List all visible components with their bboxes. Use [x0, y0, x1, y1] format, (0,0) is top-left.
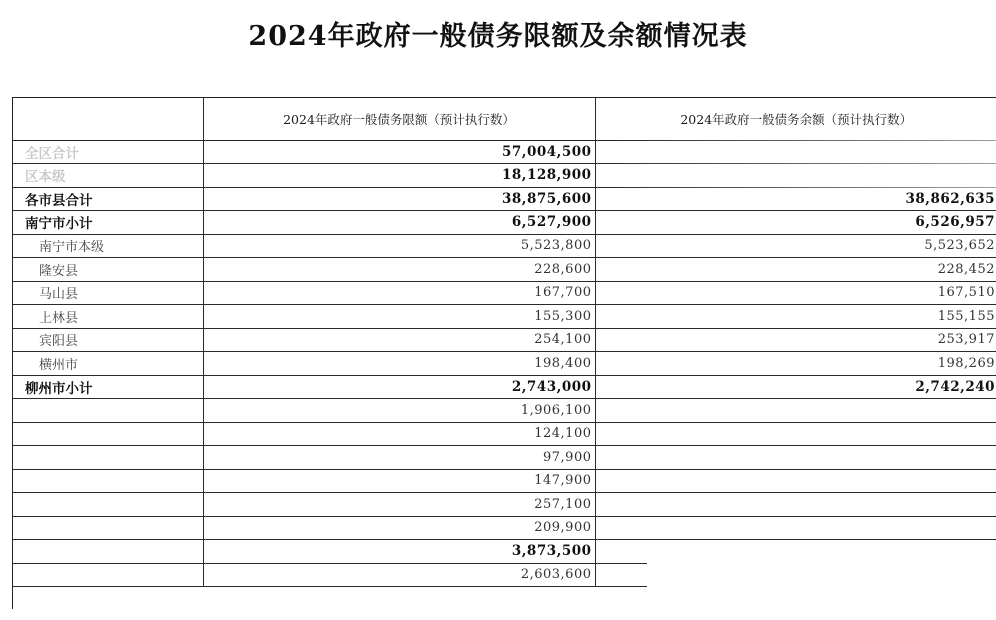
row-region-name: 柳州市小计	[13, 375, 203, 399]
row-debt-balance: 155,155	[595, 305, 996, 329]
table-row	[13, 328, 996, 352]
row-debt-limit: 198,400	[203, 352, 595, 376]
row-region-name	[13, 469, 203, 493]
row-region-name	[13, 399, 203, 423]
table-title: 2024年政府一般债务限额及余额情况表	[248, 21, 748, 52]
row-region-name: 南宁市小计	[13, 211, 203, 235]
row-debt-balance	[595, 493, 996, 517]
table-row	[13, 516, 996, 540]
row-region-name	[13, 563, 203, 587]
debt-table	[12, 97, 996, 609]
row-debt-balance: 198,269	[595, 352, 996, 376]
row-region-name: 区本级	[13, 164, 203, 188]
row-debt-balance	[595, 469, 996, 493]
row-debt-limit: 5,523,800	[203, 234, 595, 258]
table-row	[13, 493, 996, 517]
header-region	[13, 98, 203, 140]
row-debt-balance: 167,510	[595, 281, 996, 305]
row-debt-limit: 2,603,600	[203, 563, 595, 587]
row-region-name	[13, 540, 203, 564]
row-debt-balance: 5,523,652	[595, 234, 996, 258]
row-debt-limit: 155,300	[203, 305, 595, 329]
row-debt-limit: 57,004,500	[203, 140, 595, 164]
row-debt-limit: 124,100	[203, 422, 595, 446]
row-debt-limit: 97,900	[203, 446, 595, 470]
row-debt-balance: 228,452	[595, 258, 996, 282]
row-region-name: 南宁市本级	[13, 234, 203, 258]
table-row	[13, 258, 996, 282]
row-debt-balance	[595, 164, 996, 188]
row-region-name: 隆安县	[13, 258, 203, 282]
row-region-name	[13, 516, 203, 540]
table-row	[13, 187, 996, 211]
row-debt-limit: 147,900	[203, 469, 595, 493]
row-debt-balance	[595, 446, 996, 470]
row-debt-balance: 6,526,957	[595, 211, 996, 235]
table-row	[13, 469, 996, 493]
row-debt-limit: 3,873,500	[203, 540, 595, 564]
table-row	[13, 164, 996, 188]
row-region-name	[13, 493, 203, 517]
table-row	[13, 352, 996, 376]
row-debt-limit: 257,100	[203, 493, 595, 517]
debt-table-grid	[13, 98, 996, 587]
row-debt-limit: 6,527,900	[203, 211, 595, 235]
table-row	[13, 446, 996, 470]
header-limit: 2024年政府一般债务限额（预计执行数）	[203, 98, 595, 140]
row-debt-limit: 18,128,900	[203, 164, 595, 188]
row-region-name: 马山县	[13, 281, 203, 305]
table-row	[13, 375, 996, 399]
table-header-row	[13, 98, 996, 140]
row-debt-balance	[595, 422, 996, 446]
table-row	[13, 422, 996, 446]
row-debt-balance: 2,742,240	[595, 375, 996, 399]
row-region-name: 宾阳县	[13, 328, 203, 352]
table-row	[13, 281, 996, 305]
row-debt-balance	[595, 140, 996, 164]
row-debt-limit: 1,906,100	[203, 399, 595, 423]
header-balance: 2024年政府一般债务余额（预计执行数）	[595, 98, 996, 140]
debt-table-body	[13, 98, 996, 587]
row-debt-limit: 2,743,000	[203, 375, 595, 399]
row-debt-limit: 228,600	[203, 258, 595, 282]
table-row	[13, 234, 996, 258]
row-debt-limit: 167,700	[203, 281, 595, 305]
row-debt-limit: 254,100	[203, 328, 595, 352]
row-debt-limit: 209,900	[203, 516, 595, 540]
table-row	[13, 399, 996, 423]
row-region-name: 各市县合计	[13, 187, 203, 211]
table-row	[13, 211, 996, 235]
table-row	[13, 140, 996, 164]
row-region-name: 横州市	[13, 352, 203, 376]
blank-area	[647, 560, 996, 620]
table-row	[13, 305, 996, 329]
row-region-name: 上林县	[13, 305, 203, 329]
row-debt-balance	[595, 516, 996, 540]
row-debt-balance: 38,862,635	[595, 187, 996, 211]
row-region-name	[13, 446, 203, 470]
row-debt-balance: 253,917	[595, 328, 996, 352]
row-region-name	[13, 422, 203, 446]
row-region-name: 全区合计	[13, 140, 203, 164]
row-debt-balance	[595, 399, 996, 423]
row-debt-limit: 38,875,600	[203, 187, 595, 211]
